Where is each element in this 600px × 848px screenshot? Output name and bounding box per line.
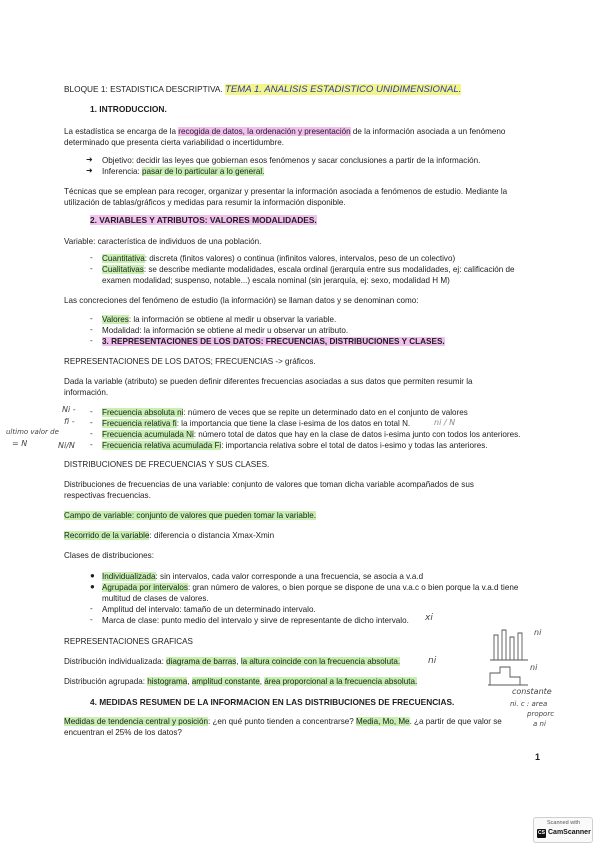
- objective-item: Objetivo: decidir las leyes que gobiernan esos fenómenos y sacar conclusiones a partir de la información.: [102, 156, 481, 165]
- paragraph: La estadística se encarga de la recogida de datos, la ordenación y presentación de la información asociada a un fenómeno: [64, 127, 506, 136]
- dash-bullet: -: [90, 429, 93, 438]
- document-header: [64, 84, 461, 95]
- section-1-heading: 1. INTRODUCCION.: [90, 104, 167, 114]
- dot-bullet: ●: [90, 582, 95, 591]
- handwritten-note: Ni/N: [58, 441, 75, 450]
- inference-item: Inferencia: pasar de lo particular a lo general.: [102, 167, 265, 176]
- handwritten-note: xi: [425, 613, 433, 623]
- class-item: Amplitud del intervalo: tamaño de un determinado intervalo.: [102, 605, 316, 614]
- dash-bullet: -: [90, 314, 93, 323]
- campo-definition: Campo de variable: conjunto de valores que pueden tomar la variable.: [64, 511, 316, 520]
- list-item: Cuantitativa: discreta (finitos valores) o continua (infinitos valores, intervalos, peso de un colectivo): [102, 254, 456, 263]
- graph-item: Distribución agrupada: histograma, amplitud constante, área proporcional a la frecuencia absoluta.: [64, 677, 418, 686]
- list-item: Cualitativas: se describe mediante modalidades, escala ordinal (jerarquía entre sus modalidades, ej: calificación de: [102, 265, 515, 274]
- handwritten-note: ni / N: [434, 418, 456, 427]
- handwritten-note: ultimo valor de: [6, 428, 59, 436]
- dash-bullet: -: [90, 407, 93, 416]
- tema-title: TEMA 1. ANALISIS ESTADISTICO UNIDIMENSIONAL.: [225, 84, 462, 95]
- subheading: DISTRIBUCIONES DE FRECUENCIAS Y SUS CLASES.: [64, 460, 270, 469]
- handwritten-note: ni: [534, 628, 542, 637]
- dash-bullet: -: [90, 615, 93, 624]
- handwritten-note: Ni -: [62, 405, 76, 414]
- clases-label: Clases de distribuciones:: [64, 551, 154, 560]
- frequency-item: Frecuencia absoluta ni: número de veces que se repite un determinado dato en el conjunto de valores: [102, 408, 468, 417]
- class-item: Individualizada: sin intervalos, cada valor corresponde a una frecuencia, se asocia a v.a.d: [102, 572, 424, 581]
- class-item: Agrupada por intervalos: gran número de valores, o bien porque se dispone de una v.a.c o bien porque la v.a.d tiene: [102, 583, 519, 592]
- handwritten-note: ni. c : area: [510, 700, 548, 708]
- section-2-heading: 2. VARIABLES Y ATRIBUTOS: VALORES MODALIDADES.: [90, 215, 317, 225]
- handwritten-note: ni: [530, 663, 538, 672]
- class-item: Marca de clase: punto medio del intervalo y sirve de representante de dicho intervalo.: [102, 616, 409, 625]
- paragraph-line: utilización de tablas/gráficos y medidas para resumir la información disponible.: [64, 198, 346, 207]
- highlight: recogida de datos, la ordenación y presentación: [178, 127, 351, 136]
- highlight: pasar de lo particular a lo general.: [142, 167, 265, 176]
- dash-bullet: -: [90, 418, 93, 427]
- paragraph: Medidas de tendencia central y posición: ¿en qué punto tienden a concentrarse? Media, Mo, Me. ¿a partir de que valor se: [64, 717, 502, 726]
- camscanner-logo-icon: CS: [538, 830, 545, 836]
- paragraph-line: información.: [64, 388, 109, 397]
- paragraph-line: determinado que presenta cierta variabilidad o incertidumbre.: [64, 138, 285, 147]
- handwritten-note: fi -: [64, 417, 75, 426]
- dot-bullet: ●: [90, 571, 95, 580]
- handwritten-note: constante: [512, 687, 552, 696]
- dash-bullet: -: [90, 253, 93, 262]
- camscanner-watermark: Scanned with CS CamScanner: [533, 817, 593, 843]
- section-4-heading: 4. MEDIDAS RESUMEN DE LA INFORMACION EN LAS DISTRIBUCIONES DE FRECUENCIAS.: [90, 697, 455, 707]
- paragraph-line: encuentran el 25% de los datos?: [64, 728, 182, 737]
- frequency-item: Frecuencia relativa fi: la importancia que tiene la clase i-esima de los datos en total N.: [102, 419, 411, 428]
- handwritten-note: a ni: [533, 720, 546, 728]
- dash-bullet: -: [90, 604, 93, 613]
- page-number: 1: [535, 752, 541, 762]
- subheading: REPRESENTACIONES GRAFICAS: [64, 637, 193, 646]
- block-label: BLOQUE 1: ESTADISTICA DESCRIPTIVA.: [64, 84, 223, 94]
- list-item-continuation: examen modalidad; suspenso, notable...) escala nominal (sin jerarquía, ej: sexo, modalidad H M): [102, 276, 450, 285]
- paragraph-line: Técnicas que se emplean para recoger, organizar y presentar la información asociada a fenómenos de estudio. Mediante la: [64, 187, 508, 196]
- handwritten-note: = N: [12, 439, 28, 448]
- arrow-bullet-icon: ➜: [86, 166, 93, 175]
- frequency-item: Frecuencia relativa acumulada Fi: importancia relativa sobre el total de datos i-esimo y todas las anteriores.: [102, 441, 488, 450]
- bar-sketch-icon: [490, 630, 528, 660]
- handwritten-note: ni: [428, 656, 437, 666]
- arrow-bullet-icon: ➜: [86, 155, 93, 164]
- dash-bullet: -: [90, 325, 93, 334]
- frequency-item: Frecuencia acumulada Ni: número total de datos que hay en la clase de datos i-esima junto con todos los anteriores.: [102, 430, 521, 439]
- variable-definition: Variable: característica de individuos de una población.: [64, 237, 262, 246]
- dash-bullet: -: [90, 264, 93, 273]
- histogram-sketch-icon: [488, 667, 528, 685]
- paragraph-line: respectivas frecuencias.: [64, 491, 151, 500]
- paragraph-line: Las concreciones del fenómeno de estudio (la información) se llaman datos y se denominan como:: [64, 296, 419, 305]
- handwritten-note: proporc: [527, 710, 555, 718]
- class-item-continuation: multitud de clases de valores.: [102, 594, 209, 603]
- subheading: REPRESENTACIONES DE LOS DATOS; FRECUENCIAS -> gráficos.: [64, 357, 316, 366]
- paragraph-line: Dada la variable (atributo) se pueden definir diferentes frecuencias asociadas a sus datos que permiten resumir la: [64, 377, 473, 386]
- dash-bullet: -: [90, 440, 93, 449]
- list-item: Valores: la información se obtiene al medir u observar la variable.: [102, 315, 337, 324]
- recorrido-definition: Recorrido de la variable: diferencia o distancia Xmax-Xmin: [64, 531, 275, 540]
- paragraph-line: Distribuciones de frecuencias de una variable: conjunto de valores que toman dicha variable acompañados de sus: [64, 480, 474, 489]
- graph-item: Distribución individualizada: diagrama de barras, la altura coincide con la frecuencia absoluta.: [64, 657, 401, 666]
- section-3-heading: 3. REPRESENTACIONES DE LOS DATOS: FRECUENCIAS, DISTRIBUCIONES Y CLASES.: [102, 337, 445, 346]
- dash-bullet: -: [90, 336, 93, 345]
- list-item: Modalidad: la información se obtiene al medir u observar un atributo.: [102, 326, 349, 335]
